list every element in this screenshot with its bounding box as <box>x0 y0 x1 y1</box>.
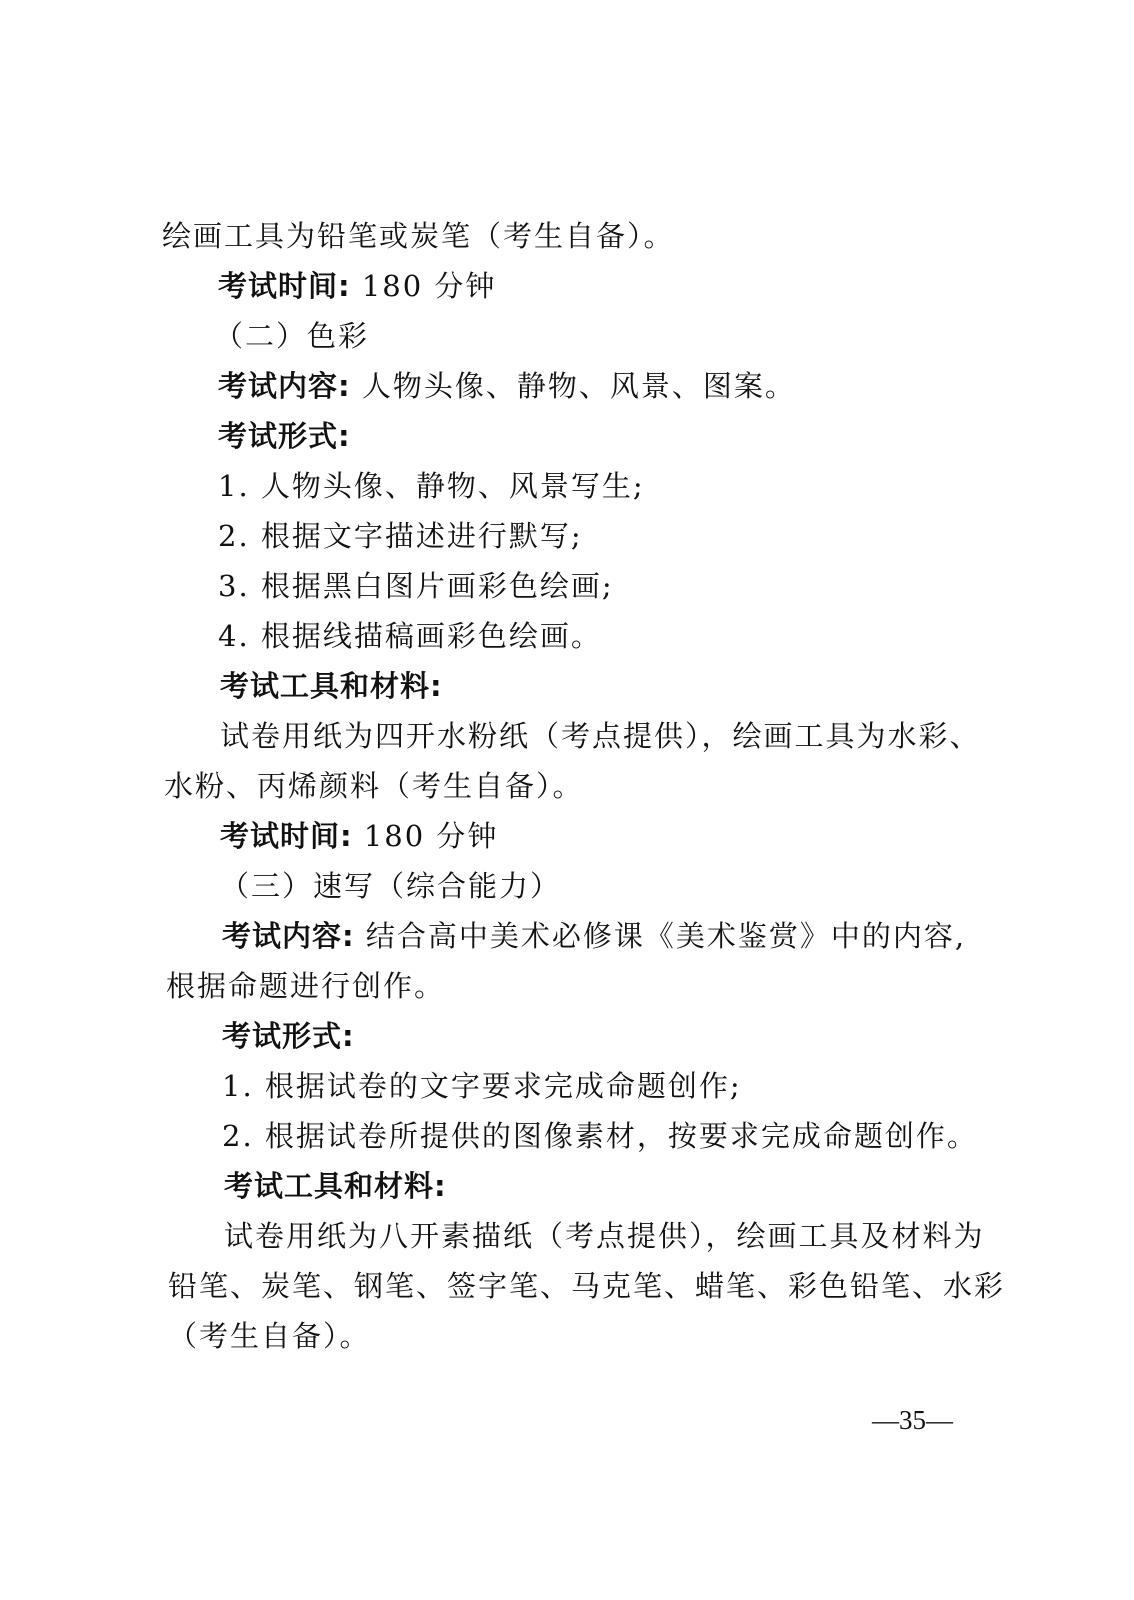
line-label: 考试内容: <box>218 369 351 403</box>
list-item-4 <box>218 616 602 656</box>
line-text: 2. 根据文字描述进行默写; <box>218 519 583 553</box>
section-heading-sketch <box>220 866 561 906</box>
line-text: 2. 根据试卷所提供的图像素材，按要求完成命题创作。 <box>222 1119 978 1153</box>
line-text: 试卷用纸为八开素描纸（考点提供），绘画工具及材料为 <box>224 1219 985 1253</box>
line-label: 考试时间: <box>218 269 351 303</box>
line-label: 考试形式: <box>222 1019 355 1053</box>
text-line-21 <box>224 1216 985 1256</box>
line-text: （三）速写（综合能力） <box>220 869 562 903</box>
text-line-11 <box>220 716 981 756</box>
text-line-4 <box>218 366 796 406</box>
list-item-3 <box>218 566 614 606</box>
text-line-20 <box>224 1166 447 1206</box>
text-line-1 <box>162 216 675 256</box>
list-item-5 <box>222 1066 742 1106</box>
line-text: 1. 人物头像、静物、风景写生; <box>218 469 645 503</box>
line-text: 180 分钟 <box>352 819 499 853</box>
text-line-16 <box>166 966 445 1006</box>
line-label: 考试形式: <box>218 419 351 453</box>
list-item-1 <box>218 466 645 506</box>
text-line-2 <box>218 266 496 306</box>
line-text: （二）色彩 <box>214 319 370 353</box>
line-text: 180 分钟 <box>350 269 497 303</box>
line-text: （考生自备）。 <box>168 1319 371 1353</box>
text-line-5 <box>218 416 351 456</box>
line-text: 水粉、丙烯颜料（考生自备）。 <box>164 769 584 803</box>
list-item-2 <box>218 516 583 556</box>
text-line-13 <box>220 816 498 856</box>
section-heading-color <box>214 316 369 356</box>
line-text: 1. 根据试卷的文字要求完成命题创作; <box>222 1069 742 1103</box>
line-text: 3. 根据黑白图片画彩色绘画; <box>218 569 614 603</box>
text-line-23 <box>168 1316 371 1356</box>
line-text: 试卷用纸为四开水粉纸（考点提供），绘画工具为水彩、 <box>220 719 981 753</box>
line-label: 考试工具和材料: <box>220 669 443 703</box>
line-text: 绘画工具为铅笔或炭笔（考生自备）。 <box>162 219 675 253</box>
text-line-17 <box>222 1016 355 1056</box>
line-label: 考试内容: <box>222 919 355 953</box>
line-text: 铅笔、炭笔、钢笔、签字笔、马克笔、蜡笔、彩色铅笔、水彩 <box>168 1269 1006 1303</box>
line-text: 4. 根据线描稿画彩色绘画。 <box>218 619 602 653</box>
line-label: 考试工具和材料: <box>224 1169 447 1203</box>
list-item-6 <box>222 1116 978 1156</box>
text-line-12 <box>164 766 584 806</box>
line-text: 结合高中美术必修课《美术鉴赏》中的内容, <box>354 919 967 953</box>
line-text: 根据命题进行创作。 <box>166 969 446 1003</box>
page-number: —35— <box>872 1405 953 1435</box>
line-label: 考试时间: <box>220 819 353 853</box>
text-line-22 <box>168 1266 1005 1306</box>
line-text: 人物头像、静物、风景、图案。 <box>350 369 796 403</box>
text-line-15 <box>222 916 966 956</box>
text-line-10 <box>220 666 443 706</box>
